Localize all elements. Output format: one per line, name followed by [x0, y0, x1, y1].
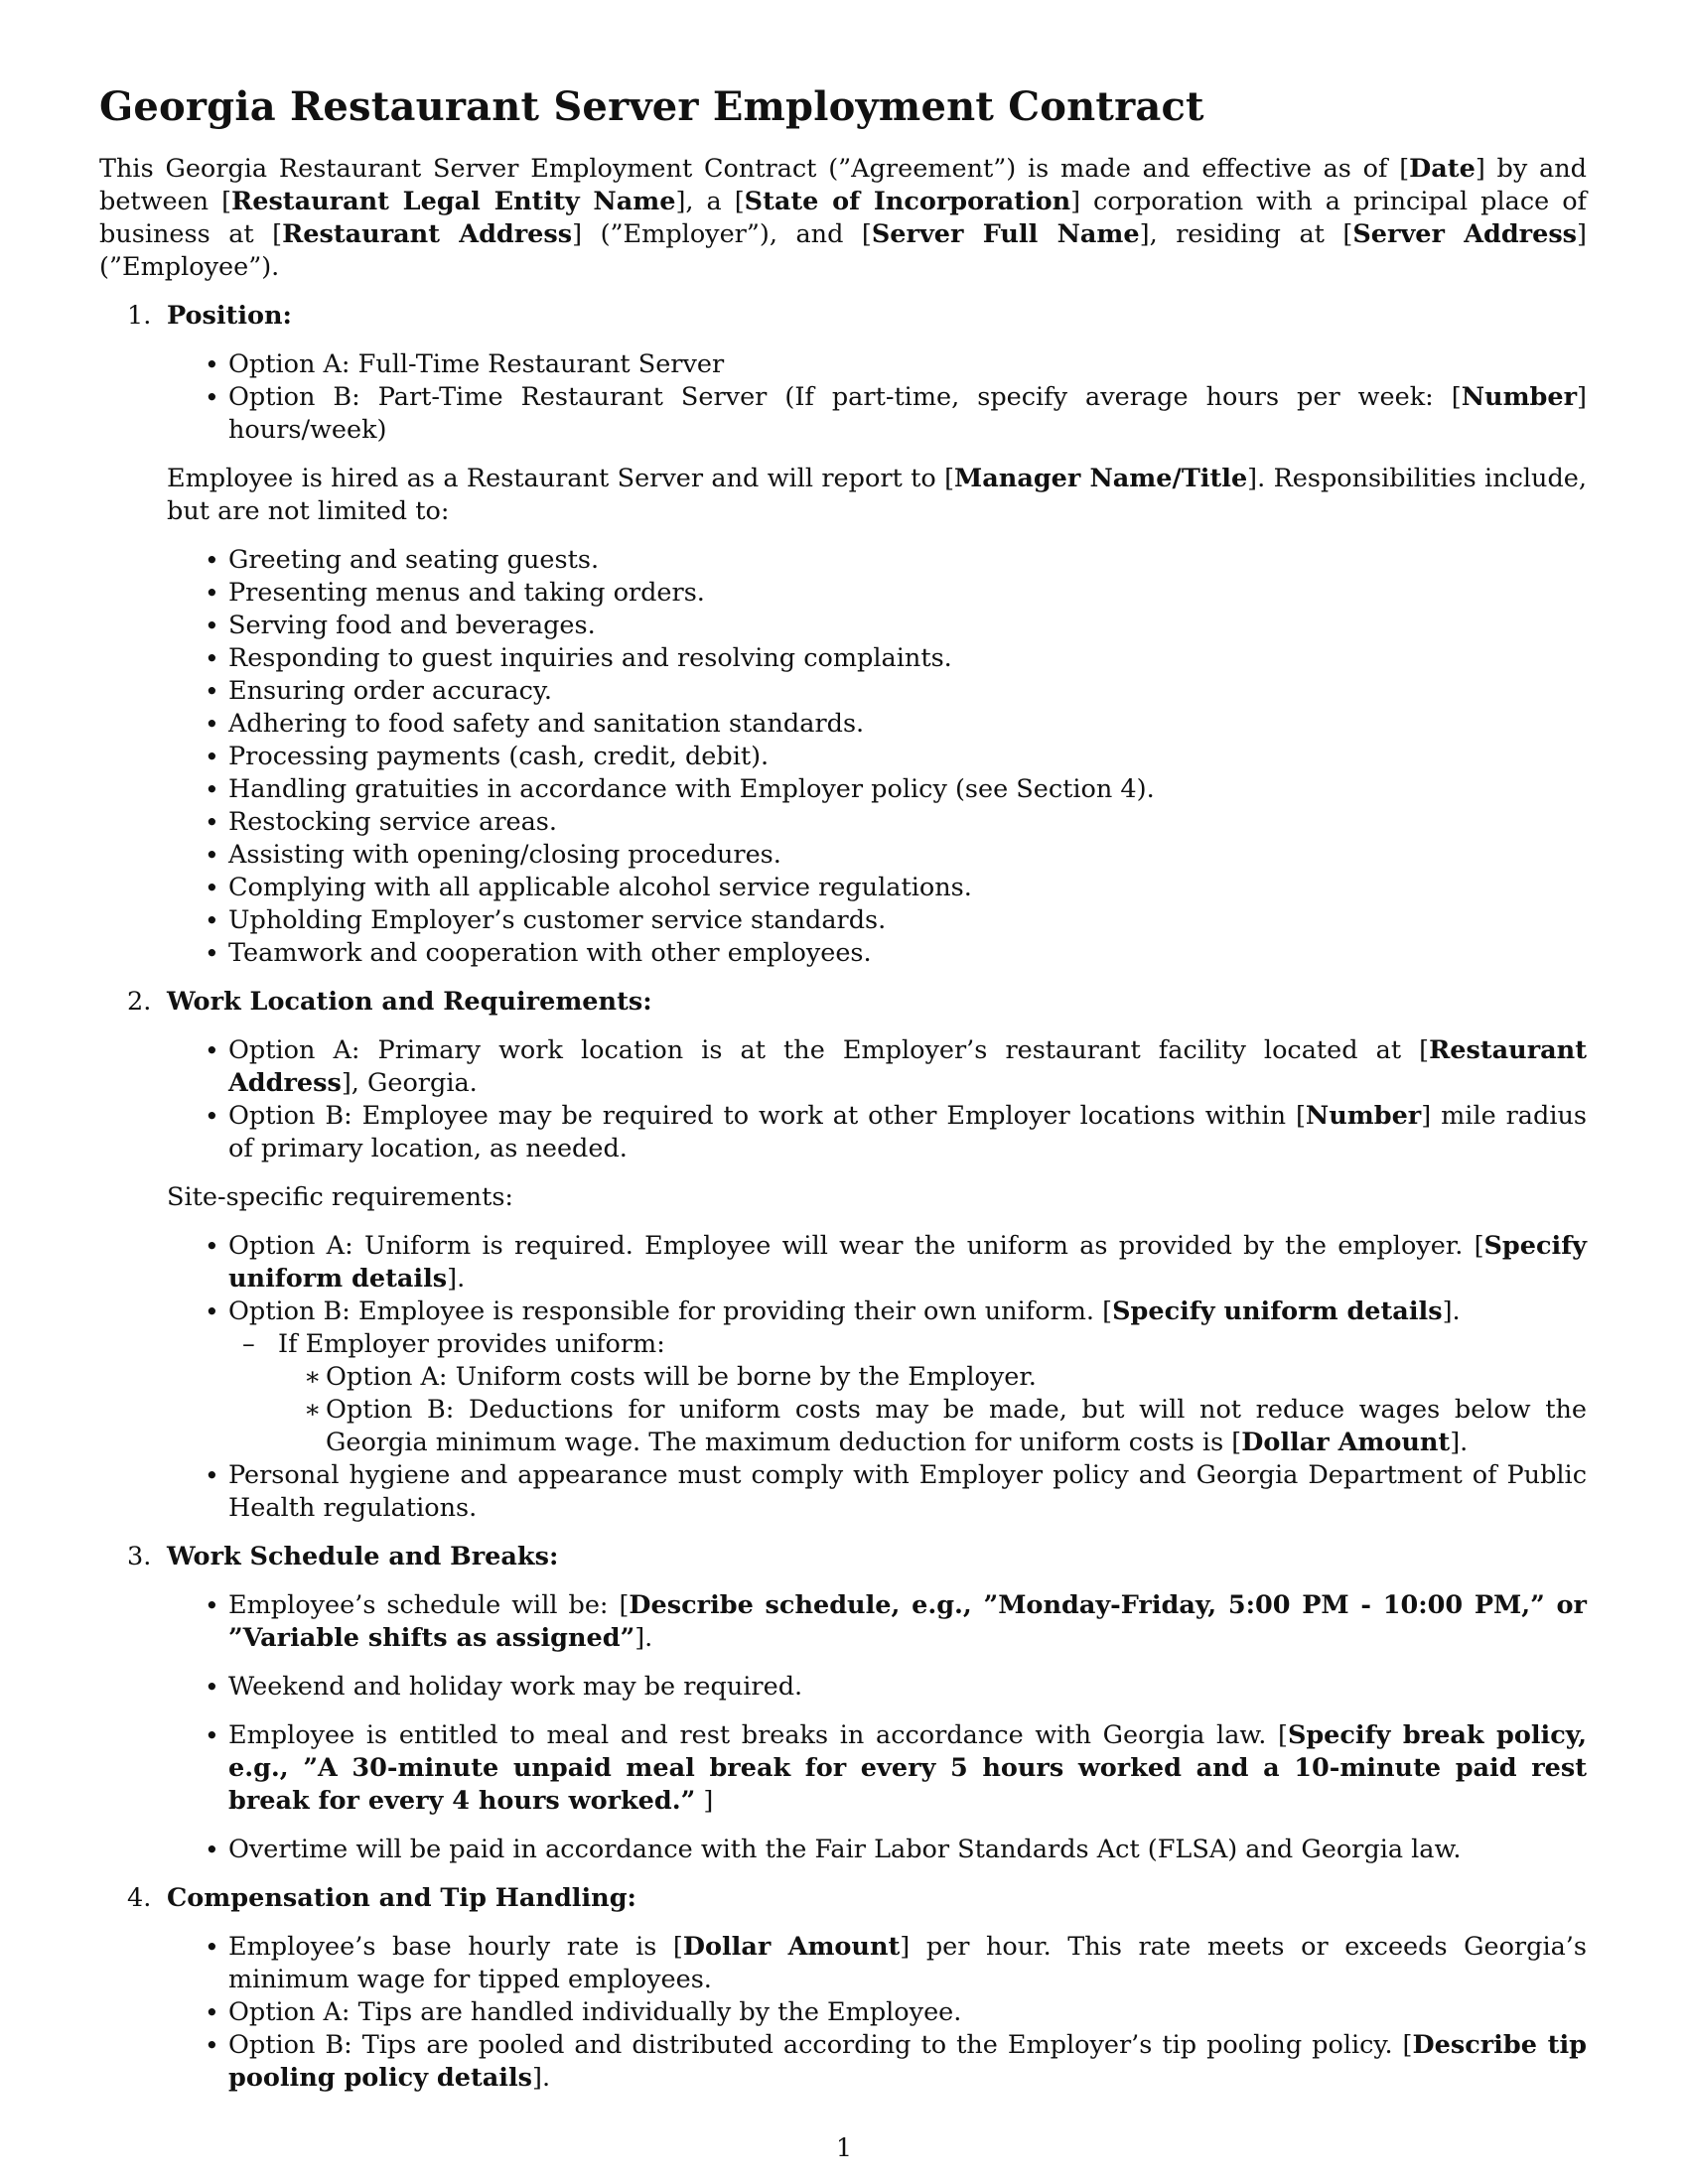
list-item [167, 1931, 1587, 1996]
intro-text-5: ] (”Employer”), and [ [572, 219, 872, 249]
option-text: Option B: Employee may be required to work at other Employer locations within [ [228, 1101, 1306, 1131]
list-item: • Teamwork and cooperation with other employees. [167, 937, 1587, 970]
option-text: ]. [447, 1264, 466, 1294]
compensation-list [167, 1931, 1587, 2095]
contract-sections [99, 300, 1587, 2095]
intro-date-placeholder: Date [1409, 154, 1476, 184]
list-item: • Handling gratuities in accordance with Employer policy (see Section 4). [167, 773, 1587, 806]
option-text: ] hours/week) [228, 382, 1587, 445]
uniform-placeholder: Specify uniform details [1112, 1297, 1443, 1326]
list-item: • Restocking service areas. [167, 806, 1587, 839]
intro-text-6: ], residing at [ [1139, 219, 1353, 249]
list-item: • Greeting and seating guests. [167, 544, 1587, 577]
uniform-sublist [228, 1328, 1587, 1459]
section-work-schedule [99, 1541, 1587, 1866]
section-number: 4. [127, 1883, 152, 1913]
section-compensation [99, 1882, 1587, 2095]
section-work-location [99, 986, 1587, 1525]
intro-server-address-placeholder: Server Address [1352, 219, 1578, 249]
list-item [167, 1034, 1587, 1100]
manager-placeholder: Manager Name/Title [954, 464, 1248, 493]
list-item [167, 1589, 1587, 1655]
option-text: Option B: Deductions for uniform costs may be made, but will not reduce wages below the Georgia minimum wage. The maximum deduction for uniform costs is [ [326, 1395, 1587, 1457]
schedule-placeholder: Describe schedule, e.g., ”Monday-Friday, 5:00 PM - 10:00 PM,” or ”Variable shifts as assigned” [228, 1590, 1587, 1653]
list-item: • Overtime will be paid in accordance with the Fair Labor Standards Act (FLSA) and Georgia law. [167, 1834, 1587, 1866]
tip-pooling-placeholder: Describe tip pooling policy details [228, 2030, 1587, 2093]
position-paragraph [167, 463, 1587, 528]
intro-entity-placeholder: Restaurant Legal Entity Name [231, 187, 676, 216]
option-text: ], Georgia. [341, 1068, 478, 1098]
list-item: • Option A: Full-Time Restaurant Server [167, 348, 1587, 381]
option-text: ] mile radius of primary location, as needed. [228, 1101, 1587, 1163]
break-policy-placeholder: Specify break policy, e.g., ”A 30-minute unpaid meal break for every 5 hours worked and a 10-minute paid rest break for every 4 hours worked.” [228, 1720, 1587, 1816]
section-title: Work Location and Requirements: [167, 987, 652, 1017]
uniform-placeholder: Specify uniform details [228, 1231, 1587, 1294]
contract-page [99, 83, 1587, 2111]
list-item: • Responding to guest inquiries and resolving complaints. [167, 642, 1587, 675]
section-title: Position: [167, 301, 292, 331]
list-item [278, 1394, 1587, 1459]
list-item [167, 2029, 1587, 2095]
list-item: • Ensuring order accuracy. [167, 675, 1587, 708]
intro-paragraph [99, 153, 1587, 284]
duties-list [167, 544, 1587, 970]
item-text: ]. [634, 1623, 653, 1653]
list-item: • Upholding Employer’s customer service standards. [167, 904, 1587, 937]
list-item: • Personal hygiene and appearance must comply with Employer policy and Georgia Department of Public Health regulations. [167, 1459, 1587, 1525]
list-item: • Processing payments (cash, credit, debit). [167, 741, 1587, 773]
intro-text-1: This Georgia Restaurant Server Employment Contract (”Agreement”) is made and effective as of [ [99, 154, 1410, 184]
option-text: ]. [1450, 1428, 1469, 1457]
sub-text: If Employer provides uniform: [278, 1329, 665, 1359]
address-placeholder: Restaurant Address [228, 1035, 1587, 1098]
list-item [167, 1230, 1587, 1296]
item-text: ] [695, 1786, 714, 1816]
section-number: 2. [127, 987, 152, 1017]
intro-server-name-placeholder: Server Full Name [871, 219, 1140, 249]
list-item [167, 1296, 1587, 1459]
section-title: Compensation and Tip Handling: [167, 1883, 636, 1913]
para-text: Employee is hired as a Restaurant Server and will report to [ [167, 464, 955, 493]
item-text: Option B: Tips are pooled and distributed according to the Employer’s tip pooling policy. [ [228, 2030, 1413, 2060]
intro-text-4: ] corporation with a principal place of business at [ [99, 187, 1587, 249]
section-position [99, 300, 1587, 970]
intro-text-3: ], a [ [675, 187, 745, 216]
intro-text-7: ] (”Employee”). [99, 219, 1587, 282]
list-item [228, 1328, 1587, 1459]
dollar-placeholder: Dollar Amount [1241, 1428, 1451, 1457]
list-item [167, 381, 1587, 447]
schedule-list [167, 1589, 1587, 1866]
section-number: 3. [127, 1542, 152, 1571]
item-text: Employee’s base hourly rate is [ [228, 1932, 683, 1962]
list-item: ∗ Option A: Uniform costs will be borne by the Employer. [278, 1361, 1587, 1394]
section-number: 1. [127, 301, 152, 331]
option-text: Option A: Uniform is required. Employee will wear the uniform as provided by the employer. [ [228, 1231, 1484, 1261]
position-options [167, 348, 1587, 447]
item-text: ] per hour. This rate meets or exceeds Georgia’s minimum wage for tipped employees. [228, 1932, 1587, 1994]
item-text: Employee is entitled to meal and rest breaks in accordance with Georgia law. [ [228, 1720, 1288, 1750]
intro-text-2: ] by and between [ [99, 154, 1587, 216]
site-requirements-list [167, 1230, 1587, 1525]
intro-address-placeholder: Restaurant Address [282, 219, 573, 249]
list-item: • Assisting with opening/closing procedures. [167, 839, 1587, 872]
list-item: • Serving food and beverages. [167, 610, 1587, 642]
list-item: • Option A: Tips are handled individually by the Employee. [167, 1996, 1587, 2029]
page-number: 1 [835, 2133, 853, 2163]
list-item: • Presenting menus and taking orders. [167, 577, 1587, 610]
item-text: ]. [532, 2063, 551, 2093]
radius-placeholder: Number [1305, 1101, 1422, 1131]
list-item: • Adhering to food safety and sanitation standards. [167, 708, 1587, 741]
uniform-cost-options [278, 1361, 1587, 1459]
option-text: Option B: Employee is responsible for providing their own uniform. [ [228, 1297, 1113, 1326]
dollar-placeholder: Dollar Amount [682, 1932, 901, 1962]
list-item: • Complying with all applicable alcohol service regulations. [167, 872, 1587, 904]
list-item [167, 1719, 1587, 1818]
list-item [167, 1100, 1587, 1165]
para-text: ]. Responsibilities include, but are not limited to: [167, 464, 1587, 526]
option-text: Option B: Part-Time Restaurant Server (If part-time, specify average hours per week: [ [228, 382, 1462, 412]
list-item: • Weekend and holiday work may be required. [167, 1671, 1587, 1704]
site-requirements-label: Site-specific requirements: [167, 1182, 513, 1212]
section-title: Work Schedule and Breaks: [167, 1542, 559, 1571]
option-text: Option A: Primary work location is at the Employer’s restaurant facility located at [ [228, 1035, 1430, 1065]
document-title: Georgia Restaurant Server Employment Contract [99, 83, 1204, 130]
intro-state-placeholder: State of Incorporation [744, 187, 1071, 216]
location-options [167, 1034, 1587, 1165]
item-text: Employee’s schedule will be: [ [228, 1590, 630, 1620]
hours-placeholder: Number [1461, 382, 1578, 412]
option-text: ]. [1442, 1297, 1461, 1326]
